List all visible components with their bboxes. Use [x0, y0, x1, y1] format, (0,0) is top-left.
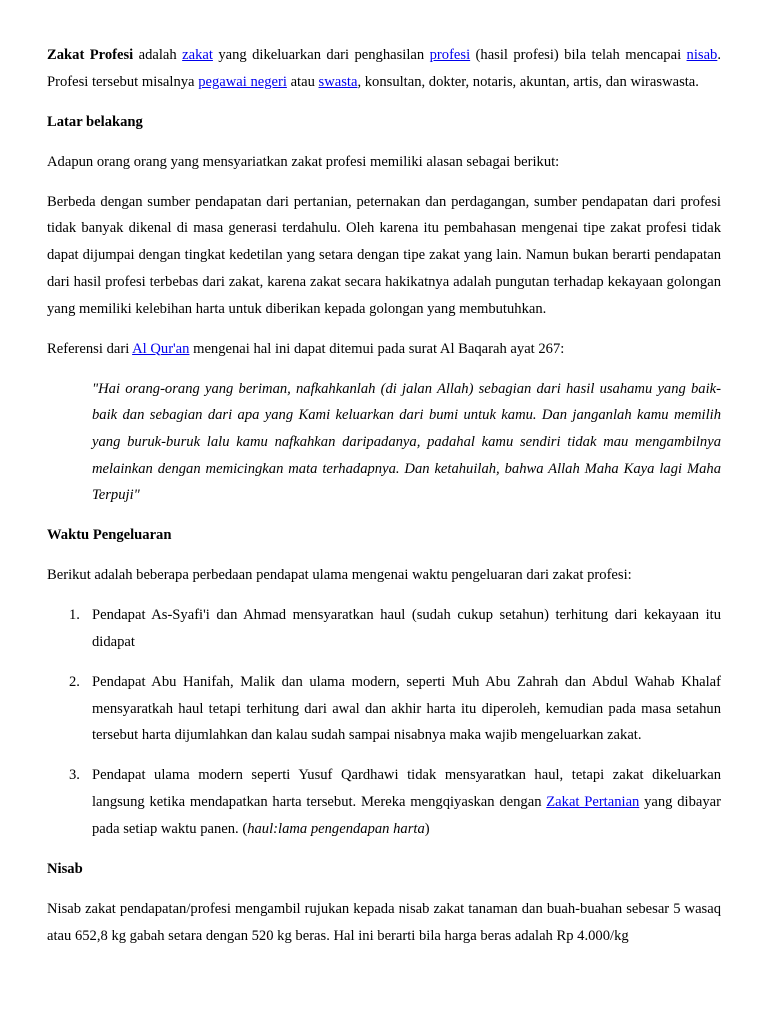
latar-paragraph-2: Berbeda dengan sumber pendapatan dari pertanian, peternakan dan perdagangan, sumber pendapatan dari profesi tidak banyak dikenal di masa generasi terdahulu. Oleh karena itu pembahasan mengenai tipe zakat profesi tidak dapat dijumpai dengan tingkat kedetilan yang setara dengan tipe zakat yang lain. Namun bukan berarti pendapatan dari hasil profesi terbebas dari zakat, karena zakat secara hakikatnya adalah pungutan terhadap kekayaan golongan yang memiliki kelebihan harta untuk diberikan kepada golongan yang membutuhkan. [47, 193, 721, 317]
intro-term: Zakat Profesi [47, 47, 134, 63]
link-zakat[interactable]: zakat [182, 47, 213, 63]
intro-text: atau [286, 73, 319, 90]
link-pegawai-negeri[interactable]: pegawai negeri [198, 73, 287, 90]
heading-latar-belakang: Latar belakang [47, 113, 143, 130]
nisab-paragraph: Nisab zakat pendapatan/profesi mengambil rujukan kepada nisab zakat tanaman dan buah-buahan sebesar 5 wasaq atau 652,8 kg gabah setara dengan 520 kg beras. Hal ini berarti bila harga beras adalah Rp 4.000/kg [47, 900, 721, 944]
list-text: ) [424, 820, 430, 837]
list-text: Pendapat As-Syafi'i dan Ahmad mensyaratkan haul (sudah cukup setahun) terhitung dari kekayaan itu didapat [92, 607, 721, 651]
intro-text: adalah [133, 47, 183, 63]
heading-waktu-pengeluaran: Waktu Pengeluaran [47, 527, 172, 544]
intro-text: (hasil profesi) bila telah mencapai [470, 47, 687, 63]
list-text: Pendapat ulama modern seperti Yusuf Qardhawi tidak mensyaratkan haul, tetapi zakat dikeluarkan langsung ketika mendapatkan harta tersebut. Mereka mengqiyaskan dengan [92, 767, 721, 811]
list-item [47, 669, 721, 749]
list-item [47, 602, 721, 655]
link-nisab[interactable]: nisab [686, 47, 718, 63]
intro-text: yang dikeluarkan dari penghasilan [212, 47, 430, 63]
list-italic-note: haul:lama pengendapan harta [247, 820, 425, 837]
list-text: yang dibayar pada setiap waktu panen. ( [92, 794, 721, 837]
intro-text: , konsultan, dokter, notaris, akuntan, artis, dan wiraswasta. [357, 73, 699, 90]
link-zakat-pertanian[interactable]: Zakat Pertanian [546, 794, 640, 811]
list-text: Pendapat Abu Hanifah, Malik dan ulama modern, seperti Muh Abu Zahrah dan Abdul Wahab Khalaf mensyaratkah haul tetapi terhitung dari awal dan akhir harta itu diperoleh, kemudian pada masa setahun tersebut harta dijumlahkan dan kalau sudah sampai nisabnya maka wajib mengeluarkan zakat. [92, 674, 721, 744]
referensi-text: Referensi dari [47, 340, 133, 357]
list-item [47, 762, 721, 842]
intro-text: . Profesi tersebut misalnya [47, 47, 722, 90]
referensi-paragraph [47, 336, 721, 363]
intro-paragraph [47, 42, 721, 95]
referensi-text: mengenai hal ini dapat ditemui pada surat Al Baqarah ayat 267: [189, 340, 565, 357]
quran-quote: "Hai orang-orang yang beriman, nafkahkanlah (di jalan Allah) sebagian dari hasil usahamu yang baik-baik dan sebagian dari apa yang Kami keluarkan dari bumi untuk kamu. Dan janganlah kamu memilih yang buruk-buruk lalu kamu nafkahkan daripadanya, padahal kamu sendiri tidak mau mengambilnya melainkan dengan memicingkan mata terhadapnya. Dan ketahuilah, bahwa Allah Maha Kaya lagi Maha Terpuji" [92, 380, 721, 504]
link-profesi[interactable]: profesi [429, 47, 471, 63]
link-al-quran[interactable]: Al Qur'an [132, 340, 190, 357]
latar-paragraph-1: Adapun orang orang yang mensyariatkan zakat profesi memiliki alasan sebagai berikut: [47, 153, 560, 170]
waktu-intro: Berikut adalah beberapa perbedaan pendapat ulama mengenai waktu pengeluaran dari zakat profesi: [47, 567, 632, 584]
link-swasta[interactable]: swasta [318, 73, 358, 90]
article-body [47, 42, 721, 949]
heading-nisab: Nisab [47, 860, 83, 877]
waktu-list [47, 602, 721, 842]
list-number: 3. [69, 767, 80, 784]
list-number: 1. [69, 607, 80, 624]
list-number: 2. [69, 674, 80, 691]
